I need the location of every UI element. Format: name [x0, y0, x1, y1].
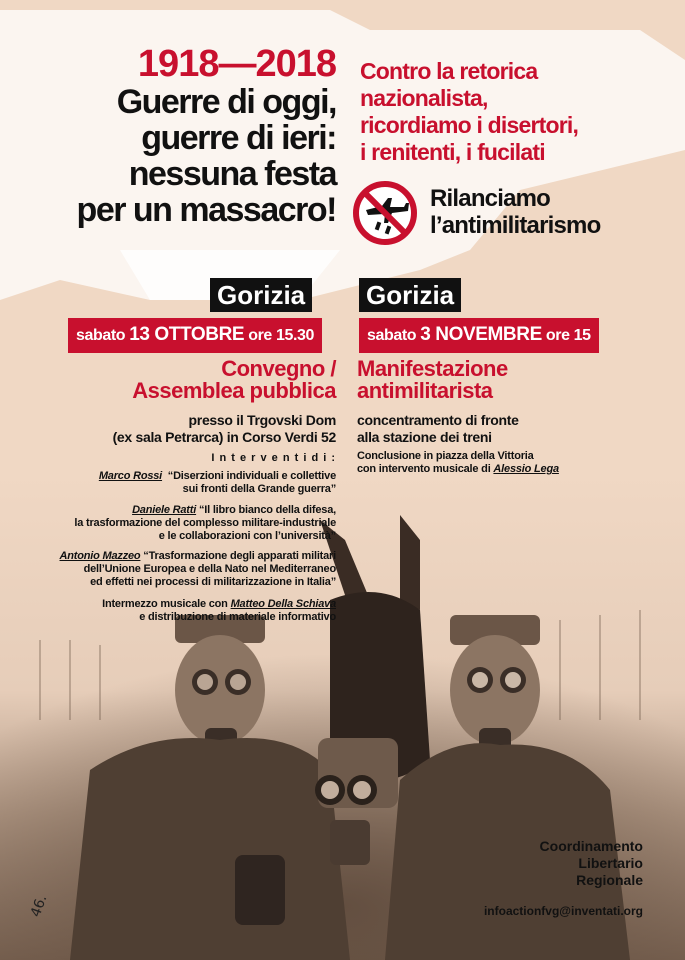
music-post: e distribuzione di materiale informativo	[139, 611, 336, 623]
slogan-line: nazionalista,	[360, 85, 488, 111]
speaker-3	[40, 550, 336, 589]
no-war-plane-icon	[352, 180, 418, 246]
title-line: Convegno /	[221, 356, 336, 381]
right-conclusion	[357, 450, 657, 476]
left-date-banner	[68, 318, 322, 353]
headline-line: per un massacro!	[76, 191, 336, 229]
musician-name: Alessio Lega	[493, 463, 559, 475]
left-date-weekday: sabato	[76, 327, 126, 344]
left-date-day: 13 OTTOBRE	[129, 324, 245, 345]
organizer-line: Coordinamento	[539, 838, 643, 854]
speaker-talk: sui fronti della Grande guerra”	[182, 483, 336, 495]
right-event-title	[357, 358, 657, 402]
speaker-talk: “Trasformazione degli apparati militari	[143, 550, 336, 562]
musician-name: Matteo Della Schiava	[230, 598, 336, 610]
speakers-heading: I n t e r v e n t i d i :	[211, 452, 336, 464]
speaker-name: Marco Rossi	[98, 470, 163, 482]
venue-line: presso il Trgovski Dom	[188, 412, 336, 428]
right-date-day: 3 NOVEMBRE	[420, 324, 542, 345]
slogan-line: i renitenti, i fucilati	[360, 139, 545, 165]
headline-title	[20, 84, 336, 228]
relaunch-slogan	[430, 185, 660, 239]
right-date-time: ore 15	[545, 327, 591, 344]
speaker-talk: “Diserzioni individuali e collettive	[167, 470, 336, 482]
speaker-name: Daniele Ratti	[132, 504, 197, 516]
slogan	[360, 58, 660, 166]
title-line: Manifestazione	[357, 356, 508, 381]
right-city-label: Gorizia	[359, 278, 461, 312]
conclusion-pre: con intervento musicale di	[357, 463, 491, 475]
speaker-talk: ed effetti nei processi di militarizzazione in Italia”	[90, 576, 336, 588]
headline-line: nessuna festa	[128, 155, 336, 193]
left-venue	[40, 412, 336, 446]
contact-email[interactable]: infoactionfvg@inventati.org	[483, 904, 643, 918]
music-pre: Intermezzo musicale con	[102, 598, 228, 610]
title-line: Assemblea pubblica	[132, 378, 336, 403]
organizer-line: Libertario	[578, 855, 643, 871]
corner-note: 46.	[27, 892, 51, 920]
headline-line: guerre di ieri:	[141, 119, 336, 157]
relaunch-line: Rilanciamo	[430, 185, 551, 212]
meet-line: alla stazione dei treni	[357, 429, 492, 445]
speaker-talk: e le collaborazioni con l’università”	[158, 530, 336, 542]
speaker-talk: dell’Unione Europea e della Nato nel Mediterraneo	[83, 563, 336, 575]
left-city-label: Gorizia	[210, 278, 312, 312]
meet-line: concentramento di fronte	[357, 412, 519, 428]
organizer-line: Regionale	[576, 872, 643, 888]
speaker-1	[40, 470, 336, 496]
right-date-weekday: sabato	[367, 327, 417, 344]
relaunch-line: l’antimilitarismo	[430, 212, 601, 239]
speaker-talk: “Il libro bianco della difesa,	[198, 504, 336, 516]
left-date-time: ore 15.30	[248, 327, 315, 344]
conclusion-line: Conclusione in piazza della Vittoria	[357, 450, 534, 462]
headline-years: 1918—2018	[137, 43, 336, 85]
slogan-line: Contro la retorica	[360, 58, 538, 84]
right-date-banner	[359, 318, 599, 353]
speaker-name: Antonio Mazzeo	[59, 550, 141, 562]
title-line: antimilitarista	[357, 378, 493, 403]
organizer	[510, 838, 643, 889]
slogan-line: ricordiamo i disertori,	[360, 112, 579, 138]
headline-line: Guerre di oggi,	[116, 83, 336, 121]
music-interlude	[40, 598, 336, 624]
speaker-talk: la trasformazione del complesso militare-industriale	[74, 517, 336, 529]
venue-line: (ex sala Petrarca) in Corso Verdi 52	[112, 429, 336, 445]
right-meeting-point	[357, 412, 657, 446]
left-event-title	[40, 358, 336, 402]
speaker-2	[40, 504, 336, 543]
